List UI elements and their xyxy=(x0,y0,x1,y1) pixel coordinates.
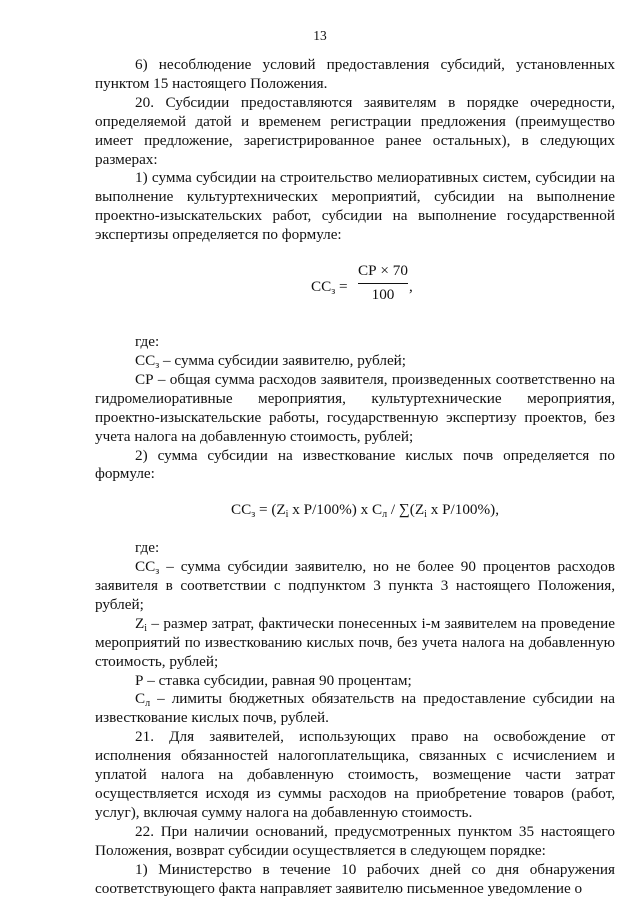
formula-subsidy-construction xyxy=(95,258,615,320)
definition-zi: $Z_i$ – размер затрат, фактически понесенных i-м заявителем на проведение мероприятий по известкованию кислых почв, без учета налога на добавленную стоимость, рублей; xyxy=(95,614,615,670)
formula1-lhs: $СС_з$ = xyxy=(311,278,348,298)
formula1-numerator: СР × 70 xyxy=(358,262,408,284)
paragraph-item-6: 6) несоблюдение условий предоставления субсидий, установленных пунктом 15 настоящего Положения. xyxy=(95,56,615,92)
page-number: 13 xyxy=(313,28,327,43)
definition-cp: СР – общая сумма расходов заявителя, произведенных соответственно на гидромелиоративные мероприятия, культуртехнические мероприятия, проектно-изыскательские работы, государственную экспертизу проектов, без учета налога на добавленную стоимость, рублей; xyxy=(95,370,615,445)
paragraph-21: 21. Для заявителей, использующих право на освобождение от исполнения обязанностей налогоплательщика, связанных с исчислением и уплатой налога на добавленную стоимость, возмещение части затрат осуществляется исходя из суммы расходов на приобретение товаров (работ, услуг), включая сумму налога на добавленную стоимость. xyxy=(95,728,615,821)
formula1-fraction xyxy=(358,262,408,305)
where-label-1: где: xyxy=(135,333,160,351)
formula-subsidy-liming: $СС_з = (Z_i$ x Р/100%) x $С_л / \sum(Z_i$ x Р/100%), xyxy=(230,501,500,521)
definition-cc: $СС_з$ – сумма субсидии заявителю, рублей; xyxy=(135,351,407,371)
document-body xyxy=(95,56,615,898)
paragraph-22: 22. При наличии оснований, предусмотренных пунктом 35 настоящего Положения, возврат субсидии осуществляется в следующем порядке: xyxy=(95,822,615,859)
paragraph-20-2: 2) сумма субсидии на известкование кислых почв определяется по формуле: xyxy=(95,446,615,483)
paragraph-22-1: 1) Министерство в течение 10 рабочих дней со дня обнаружения соответствующего факта направляет заявителю письменное уведомление о xyxy=(95,860,615,897)
definition-cc-liming: $СС_з$ – сумма субсидии заявителю, но не более 90 процентов расходов заявителя в соответствии с подпунктом 3 пункта 3 настоящего Положения, рублей; xyxy=(95,558,615,613)
definition-p: Р – ставка субсидии, равная 90 процентам; xyxy=(135,671,412,689)
paragraph-20: 20. Субсидии предоставляются заявителям в порядке очередности, определяемой датой и временем регистрации предложения (преимущество имеет предложение, зарегистрированное ранее остальных), в следующих размерах: xyxy=(95,93,615,168)
formula1-denominator: 100 xyxy=(371,285,395,303)
where-label-2: где: xyxy=(135,539,160,557)
paragraph-20-1: 1) сумма субсидии на строительство мелиоративных систем, субсидии на выполнение культуртехнических мероприятий, субсидии на выполнение проектно-изыскательских работ, субсидии на выполнение государственной экспертизы определяется по формуле: xyxy=(95,169,615,244)
formula1-comma: , xyxy=(409,278,413,296)
definition-cl: $С_л$ – лимиты бюджетных обязательств на предоставление субсидии на известкование кислых почв, рублей. xyxy=(95,690,615,727)
